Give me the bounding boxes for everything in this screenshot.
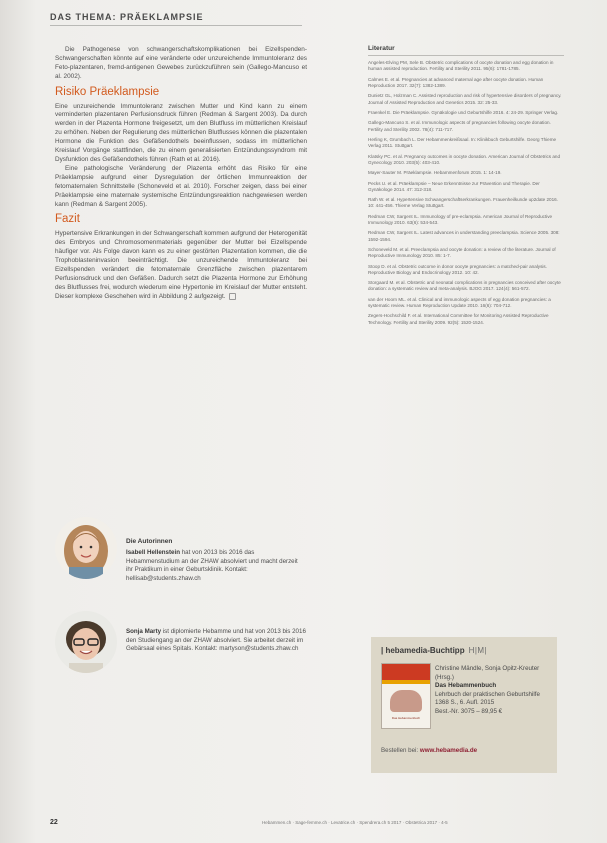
reference-item: Zegers-Hochschild F. et al. International Committee for Monitoring Assisted Reproductive Technology. Fertility and Sterility 2009. 92(5): 1520-1524. xyxy=(368,313,549,325)
section-header: DAS THEMA: PRÄEKLAMPSIE xyxy=(50,12,204,22)
heading-risk: Risiko Präeklampsie xyxy=(55,85,160,98)
reference-list xyxy=(368,60,564,326)
author-photo-2 xyxy=(55,611,117,673)
book-pages: 1368 S., 6. Aufl. 2015 xyxy=(435,699,495,706)
reference-item: Fraenkel E. Die Präeklampsie. Gynäkologie und Geburtshilfe 2016. 4: 24-29. Springer Verlag. xyxy=(368,109,559,115)
reference-item: Dunietz GL, Holzman C. Assisted reproduction and risk of hypertensive disorders of pregnancy. Journal of Assisted Reproduction and Genetics 2015. 32: 25-33. xyxy=(368,93,562,105)
author-bio-1: Isabell Hellenstein hat von 2013 bis 2016 das Hebammenstudium an der ZHAW absolviert und macht derzeit ihr Praktikum in einer Geburtsklinik. Kontakt: hellisab@students.zhaw.ch xyxy=(126,549,298,582)
book-tip-box xyxy=(371,637,557,773)
risk-paragraph-1: Eine unzureichende Immuntoleranz zwischen Mutter und Kind kann zu einem verminderten plazentaren Perfusionsdruck führen (Redman & Sargent 2003). Da durch werden in der Plazenta Hormone freigesetzt, um den Blutfluss im mütterlichen Kreislauf zu erhöhen. Neben der Regulierung des mütterlichen Blutflusses können die plazentalen Hormone die Funktion des Gefäßendothels beeinflussen, sodass im mütterlichen Kreislauf Vorgänge stattfinden, die zu einem generalisierten Entzündungssyndrom mit Dysfunktion des Gefäßendothels führen (Rath et al. 2016). xyxy=(55,102,307,163)
literature-divider xyxy=(368,55,564,56)
reference-item: van der Hoorn ML. et al. Clinical and immunologic aspects of egg donation pregnancies: a systematic review. Human Reproduction Update 2010. 16(6): 704-712. xyxy=(368,296,551,308)
book-tip-title: | hebamedia-Buchtipp H|M| xyxy=(381,646,488,655)
book-details xyxy=(435,665,553,716)
book-title: Das Hebammenbuch xyxy=(435,682,497,689)
heading-conclusion: Fazit xyxy=(55,213,80,226)
book-authors: Christine Mändle, Sonja Opitz-Kreuter (Hrsg.) xyxy=(435,665,540,681)
conclusion-paragraph: Hypertensive Erkrankungen in der Schwangerschaft kommen aufgrund der Heterogenität des Embryos und Chromosomenmaterials gegenüber der Mutter bei Eizellspende häufiger vor. Als Folge davon kann es zu einer gestörten Plazentation kommen, die die Trophoblasteninvasion beeinträchtigt. Die unzureichende Immuntoleranz bei Eizellspenden verändert die fetomaternale Grenzfläche zwischen plazentarem Perfusionsdruck und den Gefäßen. Dadurch setzt die Plazenta Hormone zur Erhöhung des Blutflusses frei, wodurch wiederum eine Hypertonie im Kreislauf der Mutter entsteht. Dieser komplexe Geschehen wird in Abbildung 2 aufgezeigt. xyxy=(55,230,307,300)
reference-item: Rath W. et al. Hypertensive Schwangerschaftserkrankungen. Frauenheilkunde up2date 2016. 10: 441-456. Thieme Verlag Stuttgart. xyxy=(368,197,558,209)
book-subtitle: Lehrbuch der praktischen Geburtshilfe xyxy=(435,690,540,698)
reference-item: Stoop D. et al. Obstetric outcome in donor oocyte pregnancies: a matched-pair analysis. Reproductive Biology and Endocrinology 2012. 10: 42. xyxy=(368,263,547,275)
author-bio-2: Sonja Marty ist diplomierte Hebamme und hat von 2013 bis 2016 den Studiengang an der ZHAW absolviert. Sie arbeitet derzeit im Gebärsaal eines Spitals. Kontakt: martyson@students.zhaw.ch xyxy=(126,628,306,653)
header-divider xyxy=(50,25,302,26)
reference-item: Angeles-Elving PM, Sele B. Obstetric complications of oocyte donation and egg donation in human assisted reproduction. Fertility and Sterility 2011. 95(6): 1781-1785. xyxy=(368,60,554,72)
footer-imprint: Hebammen.ch · Sage-femme.ch · Levatrice.ch · Spendrera.ch 5 2017 · Obstetrica 2017 · 4-5 xyxy=(262,820,448,825)
reference-item: Pecks U. et al. Präeklampsie – Neue Erkenntnisse zur Prävention und Therapie. Der Gynäkologe 2014. 47: 312-318. xyxy=(368,180,540,192)
literature-column xyxy=(368,46,564,330)
reference-item: Schoneveld M. et al. Preeclampsia and oocyte donation: a review of the literature. Journal of Reproductive Immunology 2010. 85: 1-7. xyxy=(368,246,556,259)
intro-paragraph: Die Pathogenese von schwangerschaftskomplikationen bei Eizellspenden-Schwangerschaften könnte auf eine veränderte oder unzureichende Immuntoleranz des Feto-plazentaren, fremd-antigenen Gewebes zurückzuführen sein (Gallego-Mancuso et al. 2002). xyxy=(55,46,307,80)
author-name-1: Isabell Hellenstein xyxy=(126,549,180,556)
order-link[interactable]: www.hebamedia.de xyxy=(419,747,478,754)
author-name-2: Sonja Marty xyxy=(126,628,162,635)
reference-item: Storgaard M. et al. Obstetric and neonatal complications in pregnancies conceived after oocyte donation: a systematic review and meta-analysis. BJOG 2017. 124(4): 561-572. xyxy=(368,280,561,292)
author-photo-1 xyxy=(55,517,117,579)
page-number: 22 xyxy=(50,819,58,826)
reference-item: Mayer-Sauter M. Präeklampsie. Hebammenforum 2015. 1: 14-19. xyxy=(368,170,502,176)
reference-item: Redman CW, Sargent IL. Immunology of pre-eclampsia. American Journal of Reproductive Immunology 2010. 63(6): 534-543. xyxy=(368,213,553,225)
authors-heading: Die Autorinnen xyxy=(126,538,173,545)
hebamedia-logo: H|M| xyxy=(468,646,488,655)
reference-item: Klatsky PC. et al. Pregnancy outcomes in oocyte donation. American Journal of Obstetrics and Gynecology 2010. 203(5): 403-410. xyxy=(368,153,561,165)
reference-item: Redman CW, Sargent IL. Latest advances in understanding preeclampsia. Science 2005. 308: 1592-1594. xyxy=(368,230,560,242)
literature-heading: Literatur xyxy=(368,45,395,52)
book-price: Best.-Nr. 3075 – 89,95 € xyxy=(435,707,503,715)
book-cover: Das Hebammenbuch xyxy=(381,663,431,729)
risk-paragraph-2: Eine pathologische Veränderung der Plazenta erhöht das Risiko für eine Präeklampsie aufgrund einer Dysregulation der örtlichen Immunreaktion der fetomaternalen Schnittstelle (Schoneveld et al. 2010). Forscher zeigen, dass bei einer Präeklampsie eine maternale systemische Entzündungsreaktion nachgewiesen werden kann (Redman & Sargent 2005). xyxy=(55,164,307,208)
article-column xyxy=(55,46,307,302)
reference-item: Gallego-Mancuso S. et al. Immunologic aspects of pregnancies following oocyte donation. Fertility and Sterility 2002. 78(4): 711-717. xyxy=(368,120,551,132)
order-line: Bestellen bei: www.hebamedia.de xyxy=(381,747,478,754)
end-of-article-icon xyxy=(229,293,236,300)
reference-item: Herling K, Grumbach L. Der Hebammenkreißsaal. In: Klinikbuch Geburtshilfe. Georg Thieme Verlag 2011. Stuttgart. xyxy=(368,136,557,149)
reference-item: Calmes E. et al. Pregnancies at advanced maternal age after oocyte donation. Human Reproduction 2017. 32(7): 1382-1389. xyxy=(368,76,544,88)
